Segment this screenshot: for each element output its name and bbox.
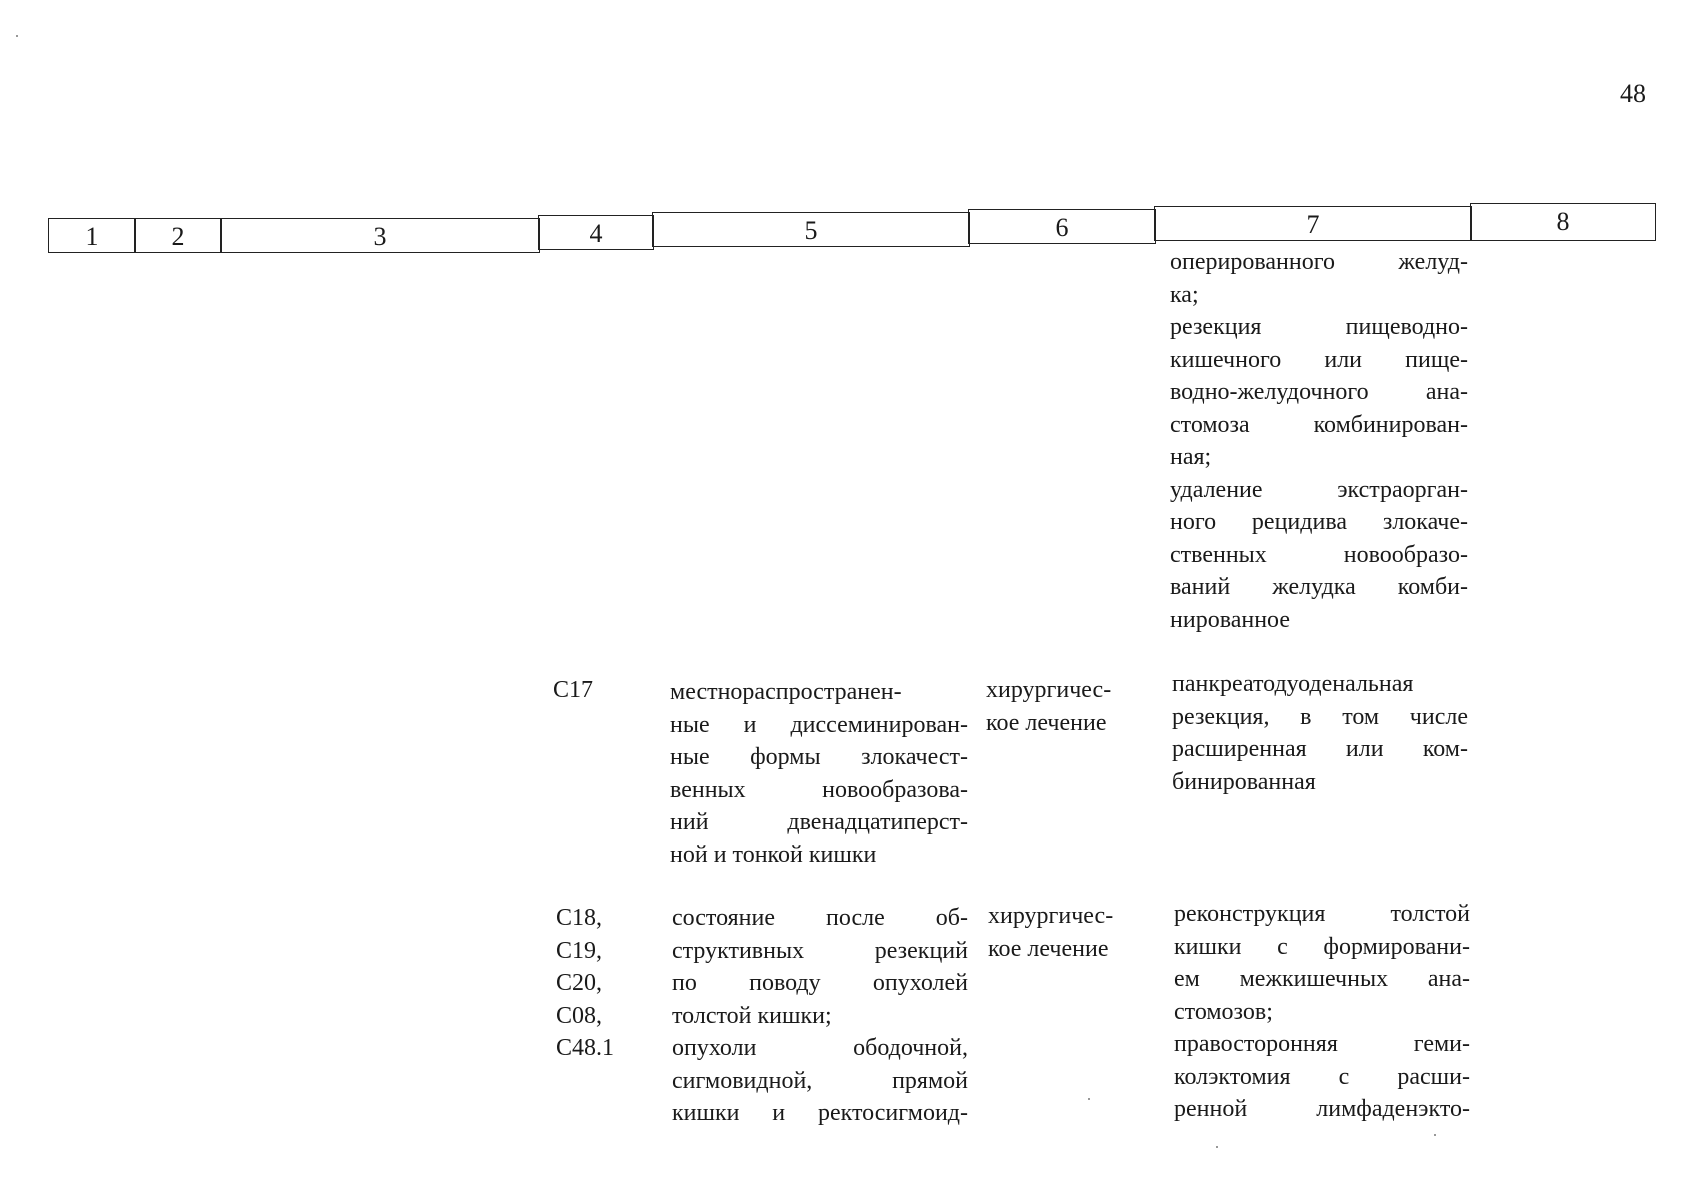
text-line: венных новообразова- xyxy=(670,776,968,803)
text-line: ренной лимфаденэкто- xyxy=(1174,1096,1470,1122)
row-c18-col5 xyxy=(672,902,968,1130)
text-line: кишечного или пище- xyxy=(1170,346,1468,373)
text-line: толстой кишки; xyxy=(672,1002,832,1029)
row-c17-col6 xyxy=(986,674,1156,739)
text-line: опухоли ободочной, xyxy=(672,1035,968,1061)
text-line: по поводу опухолей xyxy=(672,970,968,996)
text-line: ная; xyxy=(1170,444,1212,470)
text-line: удаление экстраорган- xyxy=(1170,476,1468,503)
text-line: кое лечение xyxy=(988,935,1109,962)
diagnosis-code: C17 xyxy=(553,677,594,703)
diagnosis-code: C18, xyxy=(556,905,603,931)
scan-speck xyxy=(1434,1134,1436,1136)
row-c17-col5 xyxy=(670,676,968,871)
text-line: местнораспространен- xyxy=(670,679,902,705)
text-line: хирургичес- xyxy=(988,903,1114,929)
text-line: кишки и ректосигмоид- xyxy=(672,1100,968,1126)
text-line: ем межкишечных ана- xyxy=(1174,966,1470,992)
text-line: кое лечение xyxy=(986,709,1107,736)
text-line: колэктомия с расши- xyxy=(1174,1063,1470,1090)
row-c17-codes xyxy=(553,674,653,707)
column-header-7: 7 xyxy=(1154,206,1472,241)
text-line: хирургичес- xyxy=(986,677,1112,703)
column-header-6: 6 xyxy=(968,209,1156,244)
text-line: правосторонняя геми- xyxy=(1174,1031,1470,1057)
row-c18-codes xyxy=(556,902,656,1065)
text-line: сигмовидной, прямой xyxy=(672,1067,968,1094)
text-line: ного рецидива злокаче- xyxy=(1170,509,1468,535)
scan-speck xyxy=(1216,1146,1218,1148)
text-line: ственных новообразо- xyxy=(1170,541,1468,568)
text-line: ний двенадцатиперст- xyxy=(670,809,968,835)
diagnosis-code: C48.1 xyxy=(556,1035,615,1061)
column-header-8: 8 xyxy=(1470,203,1656,241)
row-c18-col6 xyxy=(988,900,1158,965)
text-line: реконструкция толстой xyxy=(1174,901,1470,927)
text-line: ные формы злокачест- xyxy=(670,744,968,770)
text-line: бинированная xyxy=(1172,768,1316,795)
diagnosis-code: C19, xyxy=(556,937,603,964)
text-line: резекция, в том числе xyxy=(1172,703,1468,730)
column-header-3: 3 xyxy=(220,218,540,253)
column-header-1: 1 xyxy=(48,218,136,253)
diagnosis-code: C20, xyxy=(556,970,603,996)
diagnosis-code: C08, xyxy=(556,1002,603,1029)
text-line: расширенная или ком- xyxy=(1172,736,1468,762)
text-line: нированное xyxy=(1170,606,1290,633)
text-line: панкреатодуоденальная xyxy=(1172,671,1414,697)
text-line: ные и диссеминирован- xyxy=(670,711,968,738)
continuation-col7 xyxy=(1170,246,1468,636)
page-number: 48 xyxy=(1620,79,1646,108)
scan-speck xyxy=(1088,1098,1090,1100)
text-line: структивных резекций xyxy=(672,937,968,964)
row-c17-col7 xyxy=(1172,668,1468,798)
column-header-2: 2 xyxy=(134,218,222,253)
text-line: резекция пищеводно- xyxy=(1170,314,1468,340)
row-c18-col7 xyxy=(1174,898,1470,1126)
text-line: ной и тонкой кишки xyxy=(670,841,877,868)
text-line: кишки с формировани- xyxy=(1174,933,1470,960)
text-line: состояние после об- xyxy=(672,905,968,931)
column-header-4: 4 xyxy=(538,215,654,250)
text-line: стомоза комбинирован- xyxy=(1170,411,1468,438)
column-header-5: 5 xyxy=(652,212,970,247)
text-line: ваний желудка комби- xyxy=(1170,574,1468,600)
scan-speck xyxy=(16,35,18,37)
text-line: стомозов; xyxy=(1174,998,1273,1025)
text-line: оперированного желуд- xyxy=(1170,249,1468,275)
text-line: ка; xyxy=(1170,281,1199,308)
text-line: водно-желудочного ана- xyxy=(1170,379,1468,405)
